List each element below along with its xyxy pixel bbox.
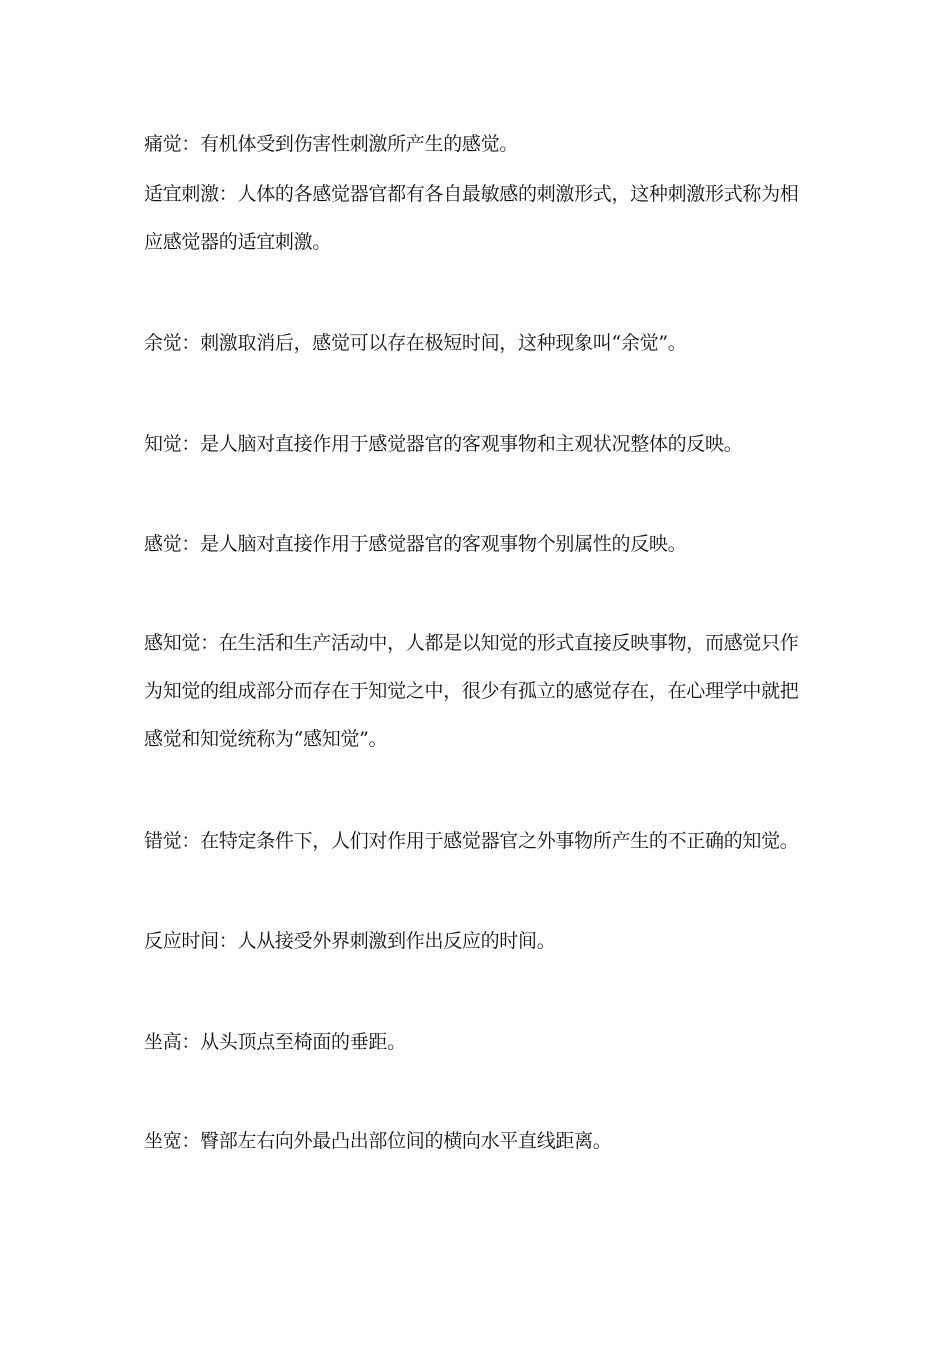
text-line: 反应时间：人从接受外界刺激到作出反应的时间。 [144, 930, 556, 952]
entry-sensation [144, 520, 816, 568]
entry-sensory-perception [144, 619, 816, 763]
text-line: 坐高：从头顶点至椅面的垂距。 [144, 1031, 406, 1053]
entry-sitting-height [144, 1018, 816, 1066]
text-line: 感觉：是人脑对直接作用于感觉器官的客观事物个别属性的反映。 [144, 533, 687, 555]
entry-reaction-time [144, 917, 816, 965]
text-line: 知觉：是人脑对直接作用于感觉器官的客观事物和主观状况整体的反映。 [144, 433, 743, 455]
text-line: 感知觉：在生活和生产活动中，人都是以知觉的形式直接反映事物，而感觉只作 [144, 632, 799, 654]
entry-perception [144, 420, 816, 468]
entry-adequate-stimulus [144, 170, 816, 266]
text-line: 感觉和知觉统称为“感知觉”。 [144, 728, 388, 750]
text-line: 为知觉的组成部分而存在于知觉之中，很少有孤立的感觉存在，在心理学中就把 [144, 680, 799, 702]
text-line: 痛觉：有机体受到伤害性刺激所产生的感觉。 [144, 133, 519, 155]
entry-illusion [144, 817, 816, 865]
entry-sitting-width [144, 1117, 816, 1165]
text-line: 余觉：刺激取消后，感觉可以存在极短时间，这种现象叫“余觉”。 [144, 332, 687, 354]
entry-afterimage [144, 319, 816, 367]
entry-pain-sense [144, 120, 816, 168]
text-line: 适宜刺激：人体的各感觉器官都有各自最敏感的刺激形式，这种刺激形式称为相 [144, 183, 799, 205]
text-line: 错觉：在特定条件下，人们对作用于感觉器官之外事物所产生的不正确的知觉。 [144, 830, 799, 852]
text-line: 坐宽：臀部左右向外最凸出部位间的横向水平直线距离。 [144, 1130, 612, 1152]
text-line: 应感觉器的适宜刺激。 [144, 231, 332, 253]
